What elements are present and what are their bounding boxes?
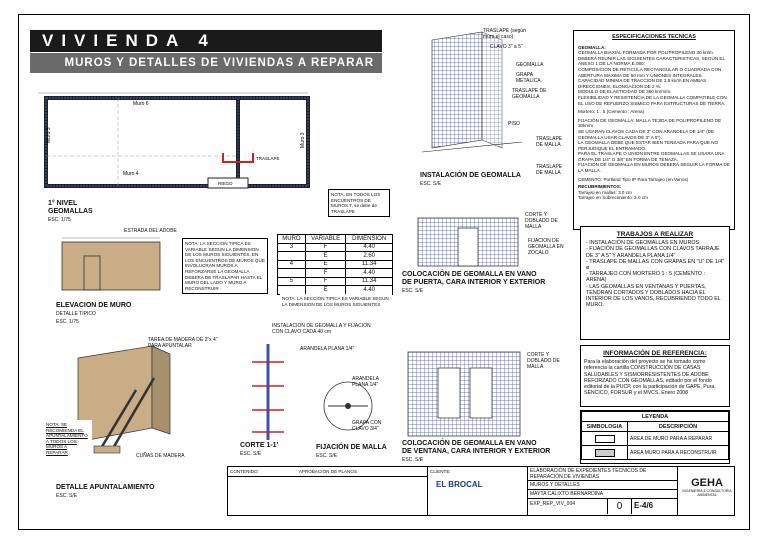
install-scale: ESC. S/E (420, 181, 442, 187)
tb-client (428, 467, 528, 515)
wall-table-row (278, 269, 393, 278)
wall-table-row (278, 286, 393, 295)
specs-item-1: COMPOSICION DE RETICULA RECTANGULAR O CUADRADA CON ABERTURA MAXIMA DE 50 mm Y UNIONES INTEGRALES. (578, 66, 722, 78)
install-tag-6: PISO (508, 121, 520, 127)
shoring-scale: ESC. S/E (56, 493, 78, 499)
legend-panel (580, 410, 730, 464)
window-drawing (404, 348, 524, 438)
wall-table-cell: E (305, 286, 346, 295)
specs-item-3: MODULO DE ELASTICIDAD DE 360 kn/m/m. (578, 89, 672, 95)
legend-table (581, 411, 729, 460)
door-scale: ESC. S/E (402, 288, 424, 294)
tb-client-head: CLIENTE: (430, 469, 451, 474)
subtitle-banner: MUROS Y DETALLES DE VIVIENDAS A REPARAR (30, 53, 382, 73)
svg-text:TRASLAPE: TRASLAPE (256, 156, 280, 161)
door-tag-2: FIJACION DE GEOMALLA EN ZOCALO (528, 238, 564, 256)
wall-table-cell (278, 252, 306, 261)
wall-table-cell: 4.40 (346, 269, 393, 278)
wall-table-cell: 11.34 (346, 260, 393, 269)
fixing-label (316, 444, 387, 460)
wall-table-cell: 11.34 (346, 277, 393, 286)
wall-table-cell: E (305, 252, 346, 261)
shoring-title: DETALLE APUNTALAMIENTO (56, 484, 155, 491)
title-block (227, 466, 735, 516)
elevation-title: ELEVACION DE MURO (56, 302, 132, 309)
section-label (240, 442, 278, 458)
wall-table-cell: E (305, 260, 346, 269)
wall-table-cell: 3 (278, 243, 306, 252)
wall-table-row (278, 243, 393, 252)
section-scale: ESC. S/E (240, 451, 262, 457)
fixing-scale: ESC. S/E (316, 453, 338, 459)
specs-geomalla-text: GEOMALLA BIAXIAL FORMADA POR POLIPROPILENO 30 kn/m DEBERÁ REUNIR LAS SIGUIENTES CARACTERISTICAS, SEGÚN EL ANEXO 1 DE LA NORMA E.080: (578, 50, 725, 67)
wall-table-header: VARIABLE (305, 235, 346, 244)
wall-table-header: DIMENSIÓN (346, 235, 393, 244)
plan-scale: ESC. 1/75 (48, 217, 71, 223)
fixing-tag-1: ARANDELA PLANA 1/4" (352, 376, 379, 388)
window-tag-1: CORTE Y DOBLADO DE MALLA (527, 352, 560, 370)
wall-table-cell: 2.60 (346, 252, 393, 261)
install-tag-2: CLAVO 3" a 5" (490, 44, 523, 50)
specifications-panel (573, 30, 735, 230)
tb-contents-head: CONTENIDO: (230, 469, 259, 474)
section-title: CORTE 1-1' (240, 442, 279, 449)
wall-table-row (278, 260, 393, 269)
specs-cement: CEMENTO: Portland Tipo IP Para Tarrajeo (en Vanos) (578, 176, 689, 182)
elevation-drawing (56, 234, 166, 294)
window-label: COLOCACIÓN DE GEOMALLA EN VANO DE VENTANA, CARA INTERIOR Y EXTERIOR (402, 440, 551, 455)
door-tag-1: CORTE Y DOBLADO DE MALLA (525, 212, 558, 230)
tasks-title: TRABAJOS A REALIZAR (616, 231, 694, 238)
wall-table-cell: 5 (278, 277, 306, 286)
elevation-scale: ESC. 1/75 (56, 319, 79, 325)
tb-project (528, 467, 678, 515)
tb-rev: 0 (608, 499, 632, 514)
legend-swatch-repair (595, 435, 615, 443)
wall-table-cell: 4.40 (346, 286, 393, 295)
task-item: - FIJACIÓN DE GEOMALLAS CON CLAVOS TARRAJE DE 3" A 5" Y ARANDELA PLANA 1/4" (586, 246, 726, 258)
reference-text: Para la elaboración del proyecto se ha tomado como referencia la cartilla CONSTRUCCIÓN DE CASAS SALUDABLES Y SISMORRESISTENTES DE ADOBE REFORZADO CON GEOMALLAS, editado por el fondo editorial de la PUCP, con la participación de GAPE, Pura, SENCICO, FORSUR y el MVCS, Enero 2008 (584, 359, 716, 397)
tb-project-head: APROBACIÓN DE PLANOS (298, 469, 358, 474)
reference-panel (580, 345, 730, 407)
specs-item-2: CAPACIDAD MINIMA DE TRACCION DE 3.5 kn/m EN AMBAS DIRECCIONES, ELONGACION DE 2 %. (578, 78, 707, 89)
fixing-tag-2: GRAPA CON CLAVO 3/4" (352, 420, 382, 432)
install-title: INSTALACIÓN DE GEOMALLA (420, 172, 521, 179)
specs-note-1: SE USARAN CLAVOS CADA DE 3" CON ARANDELA DE 1/4" (DE GEOMALLA USAR CLAVOS DE 3" A 5"). (578, 128, 715, 140)
legend-head-symbol: SIMBOLOGIA (582, 422, 628, 432)
floor-plan (38, 88, 318, 203)
section-tag-2: ARANDELA PLANA 1/4" (300, 346, 355, 352)
plan-label: 1° NIVEL GEOMALLAS (48, 200, 93, 215)
window-scale: ESC. S/E (402, 457, 424, 463)
tb-sheet: E-4/6 (634, 501, 654, 510)
wall-table-cell: F (305, 269, 346, 278)
wall-table-cell (278, 269, 306, 278)
logo-sub: INGENIERIA & CONSULTORIA AMBIENTAL (682, 489, 732, 497)
wall-table (277, 234, 393, 295)
plan-note: NOTA: EN TODOS LOS ENCUENTROS DE MUROS T, se debe de TRASLAPE (328, 189, 390, 217)
wall-table-row (278, 277, 393, 286)
specs-rec-1: Tarrajeo en mallas: 3.0 cm (578, 189, 632, 195)
legend-title: LEYENDA (582, 412, 729, 422)
tb-logo (678, 467, 736, 515)
title-banner: VIVIENDA 4 (30, 30, 382, 52)
door-label: COLOCACIÓN DE GEOMALLA EN VANO DE PUERTA, CARA INTERIOR Y EXTERIOR (402, 271, 546, 286)
reference-title: INFORMACIÓN DE REFERENCIA: (603, 350, 707, 357)
specs-item-4: FLEXIBILIDAD Y RESISTENCIA DE LA GEOMALLA COMPATIBLE CON EL USO DE REFUERZO SISMICO PARA ESTRUCTURAS DE TIERRA. (578, 94, 727, 106)
elevation-sub: DETALLE TIPICO (56, 311, 96, 317)
svg-text:Muro 6: Muro 6 (133, 101, 149, 107)
install-tag-7: TRASLAPE DE MALLA (536, 136, 563, 148)
svg-text:Muro 4: Muro 4 (123, 171, 139, 177)
tb-project-text: ELABORACIÓN DE EXPEDIENTES TÉCNICOS DE REPARACIÓN DE VIVIENDAS (528, 467, 677, 481)
install-label (420, 172, 521, 188)
specs-note-2: LA GEOMALLA DEBE QUE ESTAR BIEN TENSADA PARA QUE NO PERJUDIQUE EL ENTRAMADO. (578, 140, 719, 151)
install-tag-5: TRASLAPE DE GEOMALLA (512, 88, 547, 100)
wall-table-cell (278, 286, 306, 295)
install-tag-8: TRASLAPE DE MALLA (536, 164, 563, 176)
specs-mortar: Mortero: 1 : 5 (Cemento : Arena) (578, 109, 645, 115)
tb-drawn: MAYTA CALIXTO BERNARDINA (528, 490, 677, 499)
fixing-title: FIJACIÓN DE MALLA (316, 444, 387, 451)
wall-table-cell: F (305, 277, 346, 286)
wall-table-header: MURO (278, 235, 306, 244)
wall-table-cell: F (305, 243, 346, 252)
section-drawing (238, 340, 298, 444)
specs-note-3: PARA EL TRASLAPE O UNION ENTRE GEOMALLAS SE USARA UNA GRAPA DE 1/4" O 3/8" EN FORMA DE TENAZA. (578, 151, 725, 162)
task-item: - TRASLAPE DE MALLAS CON GRAPAS EN "U" DE 1/4" ø (586, 259, 726, 271)
shoring-label (56, 484, 155, 500)
tb-plan-name: MUROS Y DETALLES (528, 481, 677, 490)
elevation-top-tag: ESTRADA DEL ADOBE (124, 228, 177, 234)
legend-swatch-rebuild (595, 449, 615, 457)
shoring-tag-2: CUÑAS DE MADERA (136, 453, 185, 459)
install-tag-1: TRASLAPE (según muro el caso) (483, 28, 526, 40)
wall-table-cell: 4 (278, 260, 306, 269)
specs-rec-title: RECUBRIMIENTOS: (578, 184, 622, 190)
install-tag-3: GEOMALLA (516, 62, 544, 68)
wall-table-cell: 4.40 (346, 243, 393, 252)
svg-text:Muro 3: Muro 3 (300, 132, 306, 148)
task-item: - TARRAJEO CON MORTERO 1 : 5 (CEMENTO : ARENA) (586, 271, 726, 283)
elevation-note: NOTA: LA SECCION TIPICA ES VARIABLE SEGUN LA DIMENSION DE LOS MUROS SIGUIENTES. EN LOS ENCUENTROS DE MUROS QUE INVOLUCRAN MUROS A REFORZARSE LA GEOMALLA DEBERA DE TRASLAPAR HASTA EL MURO DEL LADO Y MURO A RECONSTRUIR (182, 238, 268, 294)
logo-text: GEHA (691, 477, 723, 489)
specs-geomalla-title: GEOMALLA: (578, 44, 606, 50)
tb-client-name: EL BROCAL (436, 480, 483, 489)
elevation-label (56, 302, 131, 326)
specs-title: ESPECIFICACIONES TECNICAS (612, 34, 696, 40)
svg-text:Muro 5: Muro 5 (46, 127, 52, 143)
legend-row: ÁREA DE MURO PARA A REPARAR (628, 432, 729, 446)
specs-fijacion: FIJACIÓN DE GEOMALLA: MALLA TEJIDA DE POLIPROPILENO DE 30kn/m (578, 117, 722, 129)
shoring-note: NOTA: SE RECOMIENDA EL APUNTALAMIENTO A TODOS LOS MUROS A REPARAR (44, 420, 92, 458)
shoring-tag-1: TAREA DE MADERA DE 2"x 4" PARA APUNTALAR (148, 337, 218, 349)
tb-contents (228, 467, 428, 515)
install-tag-4: GRAPA METALICA (516, 72, 541, 84)
svg-text:RIEGO: RIEGO (218, 181, 233, 186)
section-tag-1: INSTALACION DE GEOMALLA Y FIJACION CON CLAVO CADA 40 cm (272, 323, 371, 335)
wall-table-row (278, 252, 393, 261)
task-item: - INSTALACIÓN DE GEOMALLAS EN MUROS (586, 240, 726, 246)
specs-note-4: FIJACIÓN DE GEOMALLA EN MUROS DEBERÁ SEGUIR LA FORMA DE LA MALLA. (578, 162, 730, 174)
tasks-panel (580, 226, 730, 340)
task-item: - LAS GEOMALLAS EN VENTANAS Y PUERTAS, TENDRAN CORTADOS Y DOBLADOS HACIA EL INTERIOR DE LOS VANOS, RECUBRIENDO TODO EL MURO. (586, 284, 726, 309)
legend-row: ÁREA MURO PARA A RECONSTRUIR (628, 446, 729, 460)
legend-head-desc: DESCRIPCIÓN (628, 422, 729, 432)
wall-table-note: NOTA: LA SECCION TIPICA ES VARIABLE SEGUN LA DIMENSION DE LOS MUROS SIGUIENTES (280, 294, 392, 309)
tb-code: EXP_REP_VIV_004 (528, 499, 608, 514)
door-drawing (414, 214, 524, 269)
specs-rec-2: Tarrajeo en Sobrecimiento: 2.0 cm (578, 195, 648, 201)
